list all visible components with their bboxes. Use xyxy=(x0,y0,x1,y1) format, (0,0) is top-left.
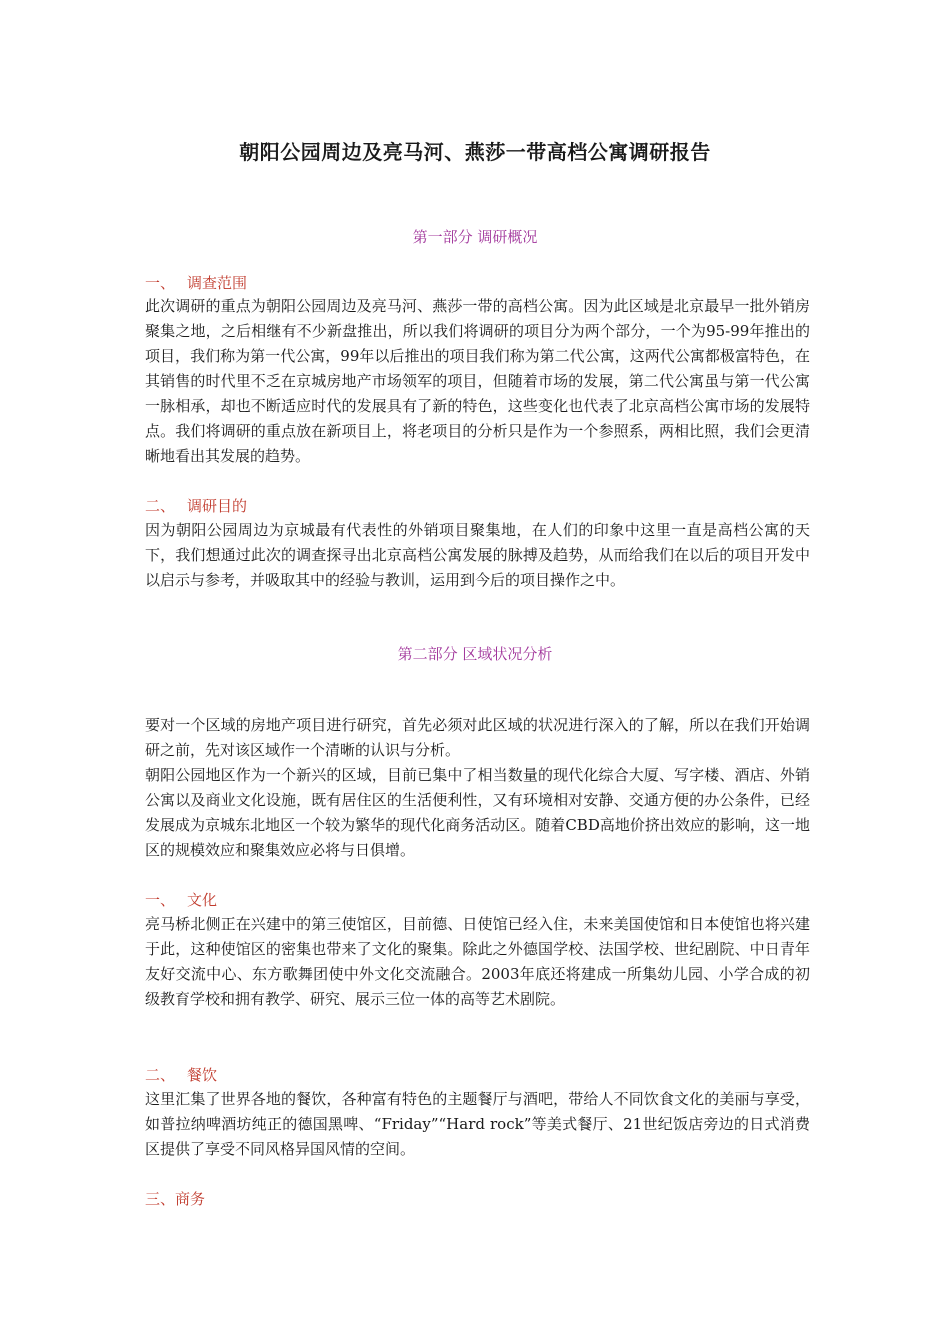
part-two-title: 第二部分 区域状况分析 xyxy=(397,645,553,663)
section-label: 调研目的 xyxy=(187,497,248,515)
part-one-title: 第一部分 调研概况 xyxy=(412,228,538,246)
section-number: 二、 xyxy=(145,1066,176,1084)
section-body-scope: 此次调研的重点为朝阳公园周边及亮马河、燕莎一带的高档公寓。因为此区域是北京最早一批外销房聚集之地，之后相继有不少新盘推出，所以我们将调研的项目分为两个部分，一个为95-99年推出的项目，我们称为第一代公寓，99年以后推出的项目我们称为第二代公寓，这两代公寓都极富特色，在其销售的时代里不乏在京城房地产市场领军的项目，但随着市场的发展，第二代公寓虽与第一代公寓一脉相承，却也不断适应时代的发展具有了新的特色，这些变化也代表了北京高档公寓市场的发展特点。我们将调研的重点放在新项目上，将老项目的分析只是作为一个参照系，两相比照，我们会更清晰地看出其发展的趋势。 xyxy=(145,297,810,465)
document-title: 朝阳公园周边及亮马河、燕莎一带高档公寓调研报告 xyxy=(239,140,711,164)
section-label: 文化 xyxy=(187,891,218,909)
section-heading-scope xyxy=(145,272,247,293)
section-number: 一、 xyxy=(145,891,176,909)
section-body-culture: 亮马桥北侧正在兴建中的第三使馆区，目前德、日使馆已经入住，未来美国使馆和日本使馆也将兴建于此，这种使馆区的密集也带来了文化的聚集。除此之外德国学校、法国学校、世纪剧院、中日青年友好交流中心、东方歌舞团使中外文化交流融合。2003年底还将建成一所集幼儿园、小学合成的初级教育学校和拥有教学、研究、展示三位一体的高等艺术剧院。 xyxy=(145,915,810,1008)
intro-paragraph-2: 朝阳公园地区作为一个新兴的区域，目前已集中了相当数量的现代化综合大厦、写字楼、酒店、外销公寓以及商业文化设施，既有居住区的生活便利性，又有环境相对安静、交通方便的办公条件，已经发展成为京城东北地区一个较为繁华的现代化商务活动区。随着CBD高地价挤出效应的影响，这一地区的规模效应和聚集效应必将与日俱增。 xyxy=(145,766,810,859)
section-body-dining: 这里汇集了世界各地的餐饮，各种富有特色的主题餐厅与酒吧，带给人不同饮食文化的美丽与享受，如普拉纳啤酒坊纯正的德国黑啤、“Friday”“Hard rock”等美式餐厅、21世纪饭店旁边的日式消费区提供了享受不同风格异国风情的空间。 xyxy=(145,1090,810,1158)
section-label: 餐饮 xyxy=(187,1066,218,1084)
section-heading-dining xyxy=(145,1064,217,1085)
section-number: 二、 xyxy=(145,497,176,515)
section-heading-culture xyxy=(145,889,217,910)
section-heading-purpose xyxy=(145,495,247,516)
section-label: 调查范围 xyxy=(187,274,248,292)
intro-paragraph-1: 要对一个区域的房地产项目进行研究，首先必须对此区域的状况进行深入的了解，所以在我们开始调研之前，先对该区域作一个清晰的认识与分析。 xyxy=(145,716,810,759)
section-body-purpose: 因为朝阳公园周边为京城最有代表性的外销项目聚集地，在人们的印象中这里一直是高档公寓的天下，我们想通过此次的调查探寻出北京高档公寓发展的脉搏及趋势，从而给我们在以后的项目开发中以启示与参考，并吸取其中的经验与教训，运用到今后的项目操作之中。 xyxy=(145,521,810,589)
section-heading-business: 三、商务 xyxy=(145,1190,206,1208)
section-number: 一、 xyxy=(145,274,176,292)
